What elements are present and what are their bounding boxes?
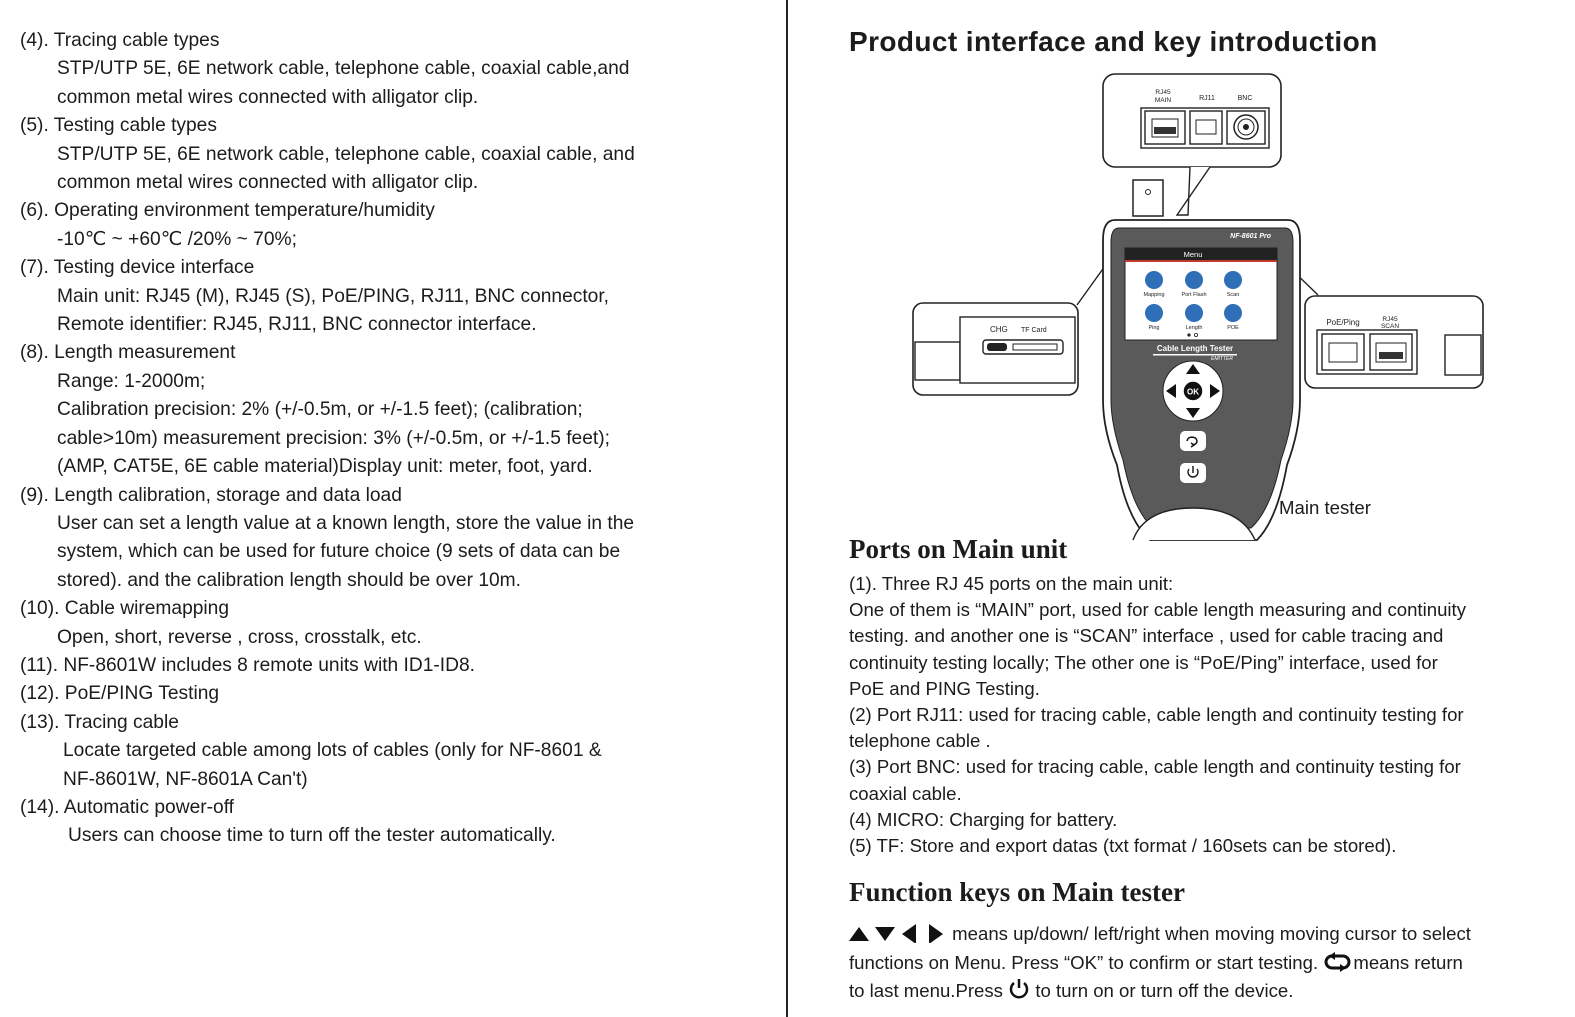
- ports-line: (1). Three RJ 45 ports on the main unit:: [849, 573, 1174, 594]
- page-title: Product interface and key introduction: [849, 26, 1378, 57]
- spec-item-9: [20, 482, 760, 596]
- menu-item-label: Ping: [1148, 325, 1160, 331]
- menu-item-label: Length: [1185, 325, 1203, 331]
- rj45-label: RJ45: [1155, 89, 1171, 96]
- ports-line: coaxial cable.: [849, 782, 962, 804]
- spec-line: (AMP, CAT5E, 6E cable material)Display unit: meter, foot, yard.: [57, 456, 593, 478]
- spec-line: system, which can be used for future choice (9 sets of data can be: [57, 541, 621, 563]
- bnc-connector-icon: [1133, 180, 1163, 216]
- poe-icon: [1224, 304, 1242, 322]
- model-label: NF-8601 Pro: [1230, 233, 1271, 240]
- tf-card-label: TF Card: [1021, 327, 1047, 334]
- spec-title: (9). Length calibration, storage and data load: [20, 484, 402, 506]
- spec-line: Main unit: RJ45 (M), RJ45 (S), PoE/PING, RJ11, BNC connector,: [57, 285, 610, 307]
- spec-item-10: [20, 595, 760, 652]
- poe-ping-label: PoE/Ping: [1326, 318, 1360, 327]
- spec-item-8: [20, 339, 760, 481]
- spec-line: stored). and the calibration length should be over 10m.: [57, 569, 521, 591]
- return-icon: [1323, 952, 1353, 972]
- spec-item-7: [20, 254, 760, 339]
- ports-line: (3) Port BNC: used for tracing cable, cable length and continuity testing for: [849, 756, 1461, 778]
- spec-title: (8). Length measurement: [20, 342, 236, 364]
- ports-line: telephone cable .: [849, 730, 991, 752]
- left-port-callout: [913, 266, 1105, 395]
- ports-line: (4) MICRO: Charging for battery.: [849, 808, 1118, 830]
- mapping-icon: [1145, 271, 1163, 289]
- spec-title: (7). Testing device interface: [20, 257, 255, 279]
- ping-icon: [1145, 304, 1163, 322]
- keys-text: to last menu.Press: [849, 980, 1009, 1001]
- keys-text: functions on Menu. Press “OK” to confirm or start testing.: [849, 951, 1324, 973]
- page-divider: [786, 0, 788, 1017]
- menu-item-label: Port Flash: [1181, 292, 1207, 298]
- main-tester-label: Main tester: [1279, 497, 1371, 518]
- keys-heading: Function keys on Main tester: [849, 877, 1185, 907]
- keys-line: [849, 977, 1564, 1006]
- ports-line: testing. and another one is “SCAN” interface , used for cable tracing and: [849, 625, 1444, 647]
- keys-text: means return: [1353, 951, 1463, 973]
- menu-item-label: POE: [1227, 325, 1239, 331]
- keys-text: means up/down/ left/right when moving moving cursor to select: [947, 923, 1471, 944]
- spec-line: NF-8601W, NF-8601A Can't): [63, 768, 308, 790]
- rj45-scan-label-1: RJ45: [1382, 316, 1398, 323]
- spec-title: (14). Automatic power-off: [20, 796, 235, 818]
- ports-line: continuity testing locally; The other one is “PoE/Ping” interface, used for: [849, 651, 1438, 673]
- spec-title: (11). NF-8601W includes 8 remote units with ID1-ID8.: [20, 654, 475, 676]
- spec-item-12: [20, 680, 760, 708]
- left-arrow-icon: [902, 924, 916, 943]
- spec-line: Locate targeted cable among lots of cables (only for NF-8601 &: [63, 740, 602, 762]
- brand-label: Cable Length Tester: [1156, 344, 1234, 353]
- scan-icon: [1224, 271, 1242, 289]
- sub-brand-label: EMITTER: [1211, 356, 1233, 362]
- charge-port-icon: [987, 343, 1007, 351]
- ports-line: PoE and PING Testing.: [849, 677, 1040, 699]
- main-label: MAIN: [1154, 97, 1172, 104]
- ports-line: One of them is “MAIN” port, used for cable length measuring and continuity: [849, 599, 1466, 621]
- right-arrow-icon: [929, 924, 943, 943]
- device-illustration: [905, 70, 1495, 550]
- spec-list: [20, 27, 760, 851]
- ok-label: OK: [1187, 387, 1199, 397]
- spec-line: STP/UTP 5E, 6E network cable, telephone cable, coaxial cable,and: [57, 58, 630, 80]
- spec-title: (4). Tracing cable types: [20, 30, 220, 51]
- menu-item-label: Scan: [1226, 292, 1240, 298]
- menu-title: Menu: [1183, 250, 1203, 259]
- right-port-callout: [1289, 267, 1483, 388]
- spec-line: Users can choose time to turn off the tester automatically.: [68, 825, 556, 847]
- spec-title: (10). Cable wiremapping: [20, 598, 230, 620]
- spec-item-5: [20, 112, 760, 197]
- spec-title: (5). Testing cable types: [20, 115, 217, 137]
- spec-line: common metal wires connected with alligator clip.: [57, 172, 479, 194]
- spec-item-6: [20, 197, 760, 254]
- keys-line: [849, 920, 1564, 949]
- keys-line: [849, 949, 1564, 978]
- spec-item-4: [20, 27, 760, 112]
- spec-title: (12). PoE/PING Testing: [20, 683, 220, 705]
- spec-line: Remote identifier: RJ45, RJ11, BNC connector interface.: [57, 314, 537, 336]
- tf-card-slot-icon: [1013, 344, 1057, 350]
- rj11-label: RJ11: [1199, 95, 1215, 102]
- spec-item-13: [20, 709, 760, 794]
- down-arrow-icon: [875, 927, 895, 941]
- keys-text: to turn on or turn off the device.: [1030, 980, 1294, 1001]
- length-icon: [1185, 304, 1203, 322]
- ports-line: (5) TF: Store and export datas (txt format / 160sets can be stored).: [849, 835, 1397, 857]
- ports-line: (2) Port RJ11: used for tracing cable, cable length and continuity testing for: [849, 704, 1464, 726]
- spec-line: -10℃ ~ +60℃ /20% ~ 70%;: [57, 228, 297, 250]
- spec-line: Range: 1-2000m;: [57, 370, 206, 392]
- spec-line: User can set a length value at a known length, store the value in the: [57, 512, 635, 534]
- spec-line: Open, short, reverse , cross, crosstalk, etc.: [57, 626, 422, 648]
- spec-line: cable>10m) measurement precision: 3% (+/-0.5m, or +/-1.5 feet);: [57, 427, 610, 449]
- rj11-port-icon: [1190, 111, 1222, 144]
- spec-line: common metal wires connected with alligator clip.: [57, 86, 479, 108]
- spec-item-14: [20, 794, 760, 851]
- spec-title: (13). Tracing cable: [20, 711, 179, 733]
- bnc-label: BNC: [1237, 95, 1253, 102]
- spec-title: (6). Operating environment temperature/humidity: [20, 200, 435, 222]
- spec-line: STP/UTP 5E, 6E network cable, telephone cable, coaxial cable, and: [57, 143, 635, 165]
- spec-line: Calibration precision: 2% (+/-0.5m, or +/-1.5 feet); (calibration;: [57, 399, 583, 421]
- port-flash-icon: [1185, 271, 1203, 289]
- spec-item-11: [20, 652, 760, 680]
- keys-description: [849, 920, 1564, 1006]
- menu-item-label: Mapping: [1143, 292, 1165, 298]
- return-button-icon: [1180, 431, 1206, 451]
- tester-body: [1103, 220, 1300, 540]
- top-port-callout: [1103, 74, 1281, 215]
- chg-label: CHG: [990, 325, 1008, 334]
- ports-description: [849, 571, 1564, 859]
- power-icon: [1008, 978, 1030, 1000]
- direction-keys-icon: [849, 923, 947, 943]
- ports-heading: Ports on Main unit: [849, 534, 1068, 564]
- rj45-scan-label-2: SCAN: [1380, 323, 1400, 330]
- up-arrow-icon: [849, 927, 869, 941]
